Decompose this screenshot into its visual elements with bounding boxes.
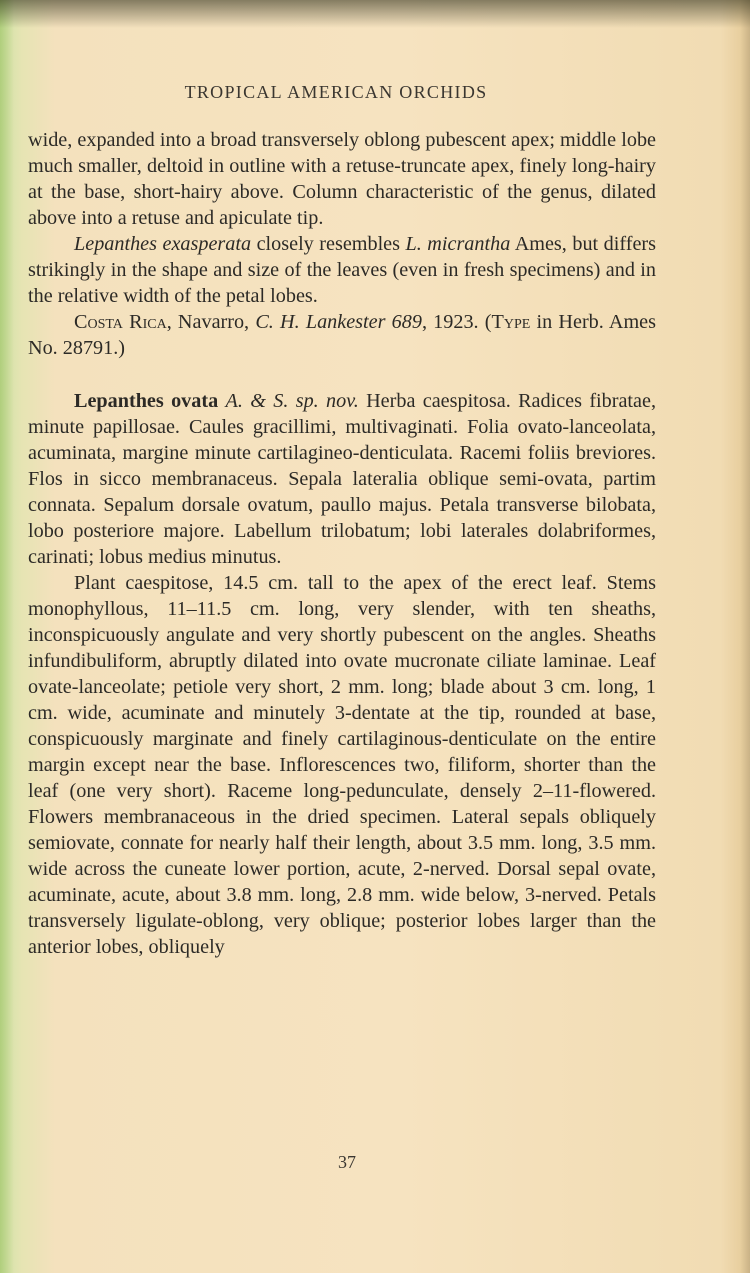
paragraph-continuation: wide, expanded into a broad transversely oblong pubescent apex; middle lobe much smaller, deltoid in outline with a retuse-truncate apex, finely long-hairy at the base, short-hairy above. Column characteristic of the genus, dilated above into a retuse and apiculate tip.	[28, 129, 656, 229]
paragraph-specimen-citation	[28, 309, 656, 361]
citation-text-b: , 1923. (	[421, 311, 492, 333]
citation-text-c: in Herb. Ames No. 28791.)	[28, 311, 656, 359]
page-gutter-shading	[0, 0, 14, 1273]
comparison-text-b: Ames, but differs strikingly in the shape and size of the leaves (even in fresh specimens) and in the relative width of the petal lobes.	[28, 233, 656, 307]
paragraph-description: Plant caespitose, 14.5 cm. tall to the apex of the erect leaf. Stems monophyllous, 11–11.5 cm. long, very slender, with ten sheaths, inconspicuously angulate and very shortly pubescent on the angles. Sheaths infundibuliform, abruptly dilated into ovate mucronate ciliate laminae. Leaf ovate-lanceolate; petiole very short, 2 mm. long; blade about 3 cm. long, 1 cm. wide, acuminate and minutely 3-dentate at the tip, rounded at base, conspicuously marginate and finely cartilaginous-denticulate on the entire margin except near the base. Inflorescences two, filiform, shorter than the leaf (one very short). Raceme long-pedunculate, densely 2–11-flowered. Flowers membranaceous in the dried specimen. Lateral sepals obliquely semiovate, connate for nearly half their length, about 3.5 mm. long, 3.5 mm. wide across the cuneate lower portion, acute, 2-nerved. Dorsal sepal ovate, acuminate, acute, about 3.8 mm. long, 2.8 mm. wide below, 3-nerved. Petals transversely ligulate-oblong, very oblique; posterior lobes larger than the anterior lobes, obliquely	[28, 572, 656, 958]
citation-text-a: , Navarro,	[166, 311, 256, 333]
type-label: Type	[491, 311, 531, 333]
species-authors: A. & S. sp. nov.	[225, 390, 359, 412]
body-text	[28, 127, 656, 960]
reference-species: L. micrantha	[405, 233, 511, 255]
collector-name: C. H. Lankester 689	[255, 311, 422, 333]
paragraph-latin-diagnosis	[28, 388, 656, 570]
new-species-name: Lepanthes ovata	[74, 390, 219, 412]
country-name: Costa Rica	[74, 311, 167, 333]
latin-diagnosis-text: Herba caespitosa. Radices fibratae, minute papillosae. Caules gracillimi, multivaginati. Folia ovato-lanceolata, acuminata, margine minute cartilagineo-denticulata. Racemi foliis breviores. Flos in sicco membranaceus. Sepala lateralia oblique semi-ovata, partim connata. Sepalum dorsale ovatum, paullo majus. Petala transverse bilobata, lobo posteriore majore. Labellum trilobatum; lobi laterales dolabriformes, carinati; lobus medius minutus.	[28, 390, 656, 568]
running-head: TROPICAL AMERICAN ORCHIDS	[184, 82, 488, 102]
page-number: 37	[338, 1152, 356, 1172]
comparison-text-a: closely resembles	[251, 233, 406, 255]
page-top-shadow	[0, 0, 750, 28]
species-name: Lepanthes exasperata	[74, 233, 252, 255]
paragraph-comparison	[28, 231, 656, 309]
